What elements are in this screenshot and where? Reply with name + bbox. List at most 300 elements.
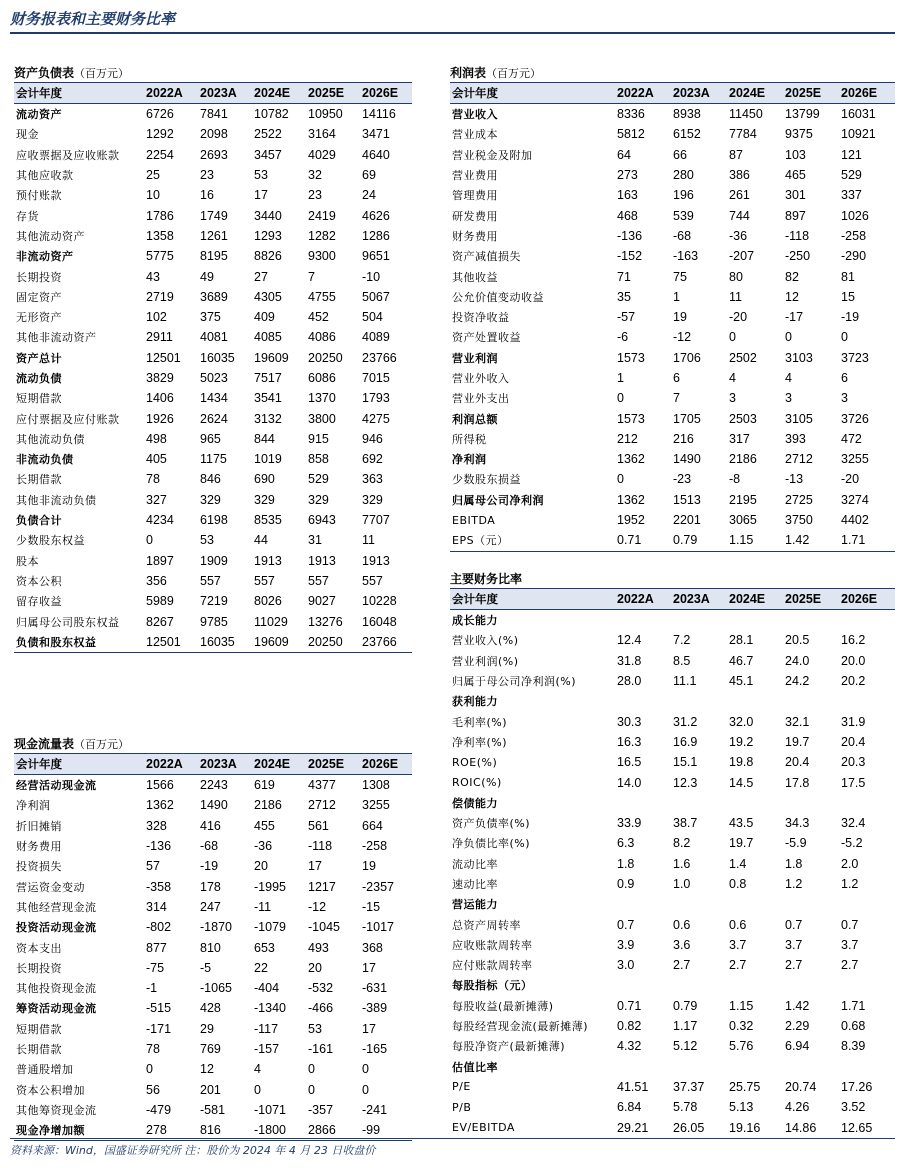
row-value: -12 — [673, 330, 692, 345]
row-value: 4234 — [146, 513, 174, 528]
table-row — [14, 226, 412, 246]
table-row — [450, 408, 895, 428]
header-year: 2026E — [839, 589, 895, 610]
table-row — [14, 469, 412, 489]
row-value: 0 — [308, 1062, 315, 1077]
row-value: 356 — [146, 573, 167, 588]
row-value: 0 — [729, 330, 736, 345]
row-value: 561 — [308, 818, 329, 833]
row-value: -117 — [254, 1021, 279, 1036]
row-value: 557 — [200, 573, 221, 588]
row-value: 5.76 — [729, 1039, 754, 1054]
row-value: 20.0 — [841, 653, 866, 668]
row-value: -250 — [785, 249, 811, 264]
row-value: -241 — [362, 1102, 388, 1117]
row-label: 总资产周转率 — [452, 918, 521, 932]
header-year: 2024E — [727, 83, 783, 104]
row-value: 4 — [729, 371, 736, 385]
row-value: 178 — [200, 879, 221, 894]
row-value: 7707 — [362, 513, 390, 528]
row-label: 营业利润(%) — [452, 654, 519, 668]
row-value: -23 — [673, 472, 692, 487]
row-value: 23 — [200, 168, 214, 183]
table-row — [450, 813, 895, 833]
row-label: 所得税 — [452, 432, 487, 446]
table-row — [450, 1057, 895, 1077]
row-value: 2.7 — [785, 958, 803, 973]
row-label: 固定资产 — [16, 290, 62, 304]
row-value: 6.3 — [617, 836, 635, 851]
row-label: 归属于母公司净利润(%) — [452, 675, 577, 689]
row-label: 研发费用 — [452, 209, 498, 223]
row-label: 每股指标（元） — [452, 979, 533, 993]
table-row — [14, 449, 412, 469]
row-value: 2195 — [729, 492, 757, 507]
row-value: 692 — [362, 452, 383, 467]
header-label: 会计年度 — [14, 83, 144, 104]
row-value — [671, 793, 727, 813]
row-value: 28.0 — [617, 674, 642, 689]
row-value: 1282 — [308, 228, 336, 243]
row-value: 53 — [254, 168, 268, 183]
row-value: 3103 — [785, 350, 813, 365]
row-value: 27 — [254, 269, 268, 284]
row-value: 16 — [200, 188, 214, 203]
table-row — [450, 711, 895, 731]
row-value: 1362 — [146, 798, 174, 813]
row-label: 少数股东损益 — [452, 473, 521, 487]
row-value: 16.5 — [617, 755, 642, 770]
table-row — [450, 165, 895, 185]
row-value: 363 — [362, 472, 383, 487]
header-year: 2024E — [252, 83, 306, 104]
row-value: 32 — [308, 168, 322, 183]
row-value: 301 — [785, 188, 806, 203]
row-value: 2725 — [785, 492, 813, 507]
row-value: -1079 — [254, 920, 286, 935]
row-value: 16.2 — [841, 633, 866, 648]
row-value: 6943 — [308, 513, 336, 528]
row-value: 1.8 — [785, 856, 803, 871]
row-value: 20250 — [308, 350, 343, 365]
row-value: -99 — [360, 1120, 412, 1141]
header-year: 2023A — [198, 83, 252, 104]
header-year: 2022A — [144, 754, 198, 775]
row-label: 其他经营现金流 — [16, 900, 97, 914]
row-label: 营业收入(%) — [452, 634, 519, 648]
row-value: 3164 — [308, 127, 336, 142]
row-value: 278 — [144, 1120, 198, 1141]
row-value — [839, 975, 895, 995]
header-year: 2022A — [144, 83, 198, 104]
row-value: 3.7 — [729, 937, 747, 952]
row-value: 81 — [841, 269, 855, 284]
row-value: 2186 — [254, 798, 282, 813]
row-value: -17 — [785, 310, 804, 325]
table-row — [14, 816, 412, 836]
row-value — [783, 610, 839, 631]
row-value — [671, 691, 727, 711]
row-label: 长期借款 — [16, 1043, 62, 1056]
row-label: 投资损失 — [16, 860, 62, 874]
row-value: 1909 — [200, 553, 228, 568]
row-value: 0 — [617, 391, 624, 406]
table-row — [450, 429, 895, 449]
row-value: 4626 — [362, 208, 390, 223]
table-row — [450, 793, 895, 813]
table-row — [450, 996, 895, 1016]
row-value: 4 — [785, 371, 792, 385]
row-label: 资本公积 — [16, 574, 62, 588]
row-value: 7.2 — [673, 633, 691, 648]
row-value: -5.2 — [841, 836, 863, 851]
row-value: 4086 — [308, 330, 336, 345]
row-value: 10921 — [841, 127, 876, 142]
row-value: 4.32 — [617, 1039, 642, 1054]
table-row — [14, 490, 412, 510]
row-value: 5775 — [146, 249, 174, 264]
row-value — [615, 691, 671, 711]
row-value: 196 — [673, 188, 694, 203]
row-value: 0 — [841, 330, 848, 345]
row-value: 1406 — [146, 391, 174, 406]
row-value: -357 — [308, 1102, 334, 1117]
row-value: 0 — [146, 1062, 153, 1077]
row-label: 资产处置收益 — [452, 331, 521, 345]
row-value: 16031 — [841, 107, 876, 122]
table-row — [14, 591, 412, 611]
row-value: 20.3 — [841, 755, 866, 770]
row-value: 10950 — [308, 107, 343, 122]
row-value: -1800 — [252, 1120, 306, 1141]
row-value: 0.71 — [617, 998, 642, 1013]
row-value: 17 — [362, 1021, 376, 1036]
row-value: 1292 — [146, 127, 174, 142]
table-row — [14, 246, 412, 266]
row-value: -1 — [146, 981, 158, 996]
table-header-row — [450, 83, 895, 104]
row-label: 利润总额 — [452, 412, 498, 426]
table-row — [14, 856, 412, 876]
row-value: 0 — [308, 1082, 315, 1097]
row-value: 2866 — [306, 1120, 360, 1141]
row-value: 0.79 — [671, 530, 727, 551]
row-value: 82 — [785, 269, 799, 284]
table-row — [14, 1100, 412, 1120]
row-value: 14.86 — [783, 1117, 839, 1138]
row-value: -207 — [729, 249, 755, 264]
row-value: 23766 — [362, 350, 397, 365]
row-value: 1362 — [617, 492, 645, 507]
table-row — [450, 630, 895, 650]
table-row — [14, 388, 412, 408]
row-value: 3800 — [308, 411, 336, 426]
row-value: -75 — [146, 960, 165, 975]
row-value: 32.4 — [841, 816, 866, 831]
row-value: 16035 — [198, 632, 252, 653]
row-value: 416 — [200, 818, 221, 833]
table-row — [14, 632, 412, 653]
row-value: -802 — [146, 920, 172, 935]
table-row — [450, 287, 895, 307]
header-year: 2025E — [306, 754, 360, 775]
table-row — [14, 1019, 412, 1039]
row-value: 46.7 — [729, 653, 754, 668]
row-label: 短期借款 — [16, 1022, 62, 1036]
table-header-row — [14, 83, 412, 104]
row-value — [727, 691, 783, 711]
row-value: 9027 — [308, 594, 336, 609]
row-value: 53 — [200, 533, 214, 548]
row-label: 营业外支出 — [452, 392, 510, 406]
row-value: 3105 — [785, 411, 813, 426]
row-value: 1573 — [617, 411, 645, 426]
row-label: 营业收入 — [452, 108, 498, 122]
row-value: 1.42 — [783, 530, 839, 551]
row-value: 4085 — [254, 330, 282, 345]
row-value: -258 — [841, 228, 867, 243]
row-value: 15 — [841, 289, 855, 304]
row-value: 3255 — [841, 452, 869, 467]
row-value: 386 — [729, 168, 750, 183]
header-year: 2026E — [360, 83, 412, 104]
table-row — [14, 897, 412, 917]
row-value — [727, 975, 783, 995]
row-value: 0.6 — [729, 917, 747, 932]
header-year: 2024E — [252, 754, 306, 775]
row-value: 1434 — [200, 391, 228, 406]
row-value: 619 — [254, 778, 275, 793]
row-value — [727, 894, 783, 914]
row-value: 0.32 — [729, 1019, 754, 1034]
row-value: 8.2 — [673, 836, 691, 851]
row-value: 44 — [254, 533, 268, 548]
row-value: 17.8 — [785, 775, 810, 790]
row-value: 7784 — [729, 127, 757, 142]
row-value: -157 — [254, 1042, 280, 1056]
row-value: -2357 — [362, 879, 394, 894]
row-value: 66 — [673, 147, 687, 162]
row-value: 3541 — [254, 391, 282, 406]
row-label: P/E — [452, 1080, 471, 1094]
row-value: 1.15 — [729, 998, 754, 1013]
row-value: 2419 — [308, 208, 336, 223]
row-label: 财务费用 — [16, 840, 62, 854]
page-title: 财务报表和主要财务比率 — [10, 10, 176, 28]
row-value: -161 — [308, 1042, 334, 1056]
row-value: 11029 — [254, 614, 288, 629]
row-value: 3689 — [200, 289, 228, 304]
row-value: 915 — [308, 431, 329, 446]
row-label: 现金 — [16, 128, 39, 142]
row-value: 1217 — [308, 879, 336, 894]
row-value: 472 — [841, 431, 862, 446]
row-label: 应收账款周转率 — [452, 938, 533, 952]
row-value: 0 — [362, 1082, 369, 1097]
row-label: EV/EBITDA — [450, 1117, 615, 1138]
table-row — [14, 978, 412, 998]
row-value: 3 — [729, 391, 736, 406]
row-label: 营业外收入 — [452, 372, 510, 385]
row-value — [783, 793, 839, 813]
row-value: 10 — [146, 188, 160, 203]
row-value: 49 — [200, 269, 214, 284]
row-label: 流动比率 — [452, 857, 498, 871]
row-value: 16.9 — [673, 734, 698, 749]
row-value — [783, 691, 839, 711]
row-value — [615, 894, 671, 914]
row-value: 0 — [362, 1062, 369, 1077]
row-label: 资产减值损失 — [452, 250, 521, 264]
row-value: 1175 — [200, 452, 227, 467]
row-value: -118 — [308, 839, 333, 854]
row-value: 946 — [362, 431, 383, 446]
row-value: 6726 — [146, 107, 174, 122]
row-value: 4640 — [362, 147, 390, 162]
row-value — [839, 1057, 895, 1077]
header-year: 2022A — [615, 589, 671, 610]
row-value: 64 — [617, 147, 631, 162]
row-label: 营运能力 — [452, 898, 498, 912]
row-value: 4305 — [254, 289, 282, 304]
row-value: 12.65 — [839, 1117, 895, 1138]
row-value — [727, 793, 783, 813]
row-value: 43.5 — [729, 816, 754, 831]
row-value: 17 — [254, 188, 268, 203]
row-value — [839, 691, 895, 711]
row-value: 12501 — [144, 632, 198, 653]
row-value: 15.1 — [673, 755, 698, 770]
row-value: 1913 — [254, 553, 282, 568]
row-value: 2.7 — [729, 958, 747, 973]
table-row — [450, 368, 895, 388]
row-value: 1786 — [146, 208, 174, 223]
table-header-row — [450, 589, 895, 610]
row-value: -15 — [362, 899, 381, 914]
row-value: 6.84 — [617, 1100, 642, 1115]
row-value: 6 — [841, 371, 848, 385]
row-value: 368 — [362, 940, 383, 955]
row-value: 2503 — [729, 411, 757, 426]
table-row — [450, 935, 895, 955]
row-value: 1793 — [362, 391, 390, 406]
table-row — [450, 1077, 895, 1097]
row-label: 其他收益 — [452, 270, 498, 284]
row-value: 1897 — [146, 553, 174, 568]
row-value: -163 — [673, 249, 699, 264]
table-row — [14, 287, 412, 307]
header-year: 2023A — [198, 754, 252, 775]
table-row — [450, 732, 895, 752]
balance-sheet-unit: （百万元） — [74, 67, 130, 80]
row-value: -5.9 — [785, 836, 807, 851]
table-row — [450, 1036, 895, 1056]
row-value: 1.2 — [785, 877, 803, 891]
row-value: 4377 — [308, 778, 336, 793]
row-label: 留存收益 — [16, 595, 62, 609]
row-value: 12.3 — [673, 775, 698, 790]
row-value: 2.7 — [673, 958, 691, 973]
row-value: 0.6 — [673, 917, 691, 932]
row-value: 20.74 — [785, 1079, 817, 1094]
row-value: 1261 — [200, 228, 228, 243]
row-value: 1019 — [254, 452, 282, 467]
table-row — [450, 145, 895, 165]
row-value: 329 — [308, 492, 329, 507]
row-label: EBITDA — [452, 513, 496, 527]
table-row — [450, 671, 895, 691]
row-value: 3457 — [254, 147, 282, 162]
row-label: 毛利率(%) — [452, 715, 508, 729]
row-value: 2.7 — [841, 958, 859, 973]
row-label: 每股净资产(最新摊薄) — [452, 1040, 566, 1054]
row-value: 1.15 — [727, 530, 783, 551]
row-label: 普通股增加 — [16, 1063, 74, 1077]
table-row — [14, 124, 412, 144]
table-row — [450, 530, 895, 551]
row-value: 664 — [362, 818, 383, 833]
row-label: 无形资产 — [16, 311, 62, 325]
row-label: 预付账款 — [16, 189, 62, 203]
row-value: 11 — [362, 533, 375, 548]
row-value: 1.42 — [785, 998, 810, 1013]
table-row — [14, 1079, 412, 1099]
row-label: 折旧摊销 — [16, 819, 62, 833]
row-label: 筹资活动现金流 — [16, 1002, 97, 1016]
row-value: -1065 — [200, 981, 232, 996]
row-label: 负债和股东权益 — [14, 632, 144, 653]
row-value: 12 — [200, 1062, 214, 1077]
balance-sheet-title — [14, 64, 129, 81]
header-year: 2023A — [671, 589, 727, 610]
row-value: 1.71 — [839, 530, 895, 551]
row-label: 每股经营现金流(最新摊薄) — [452, 1020, 589, 1034]
row-label: 归属母公司净利润 — [452, 493, 544, 507]
row-value: 8826 — [254, 249, 282, 264]
table-row — [450, 388, 895, 408]
row-value: -19 — [841, 310, 860, 325]
row-value: 0.82 — [617, 1019, 642, 1034]
row-value: -631 — [362, 981, 388, 996]
row-value: -20 — [841, 472, 860, 487]
table-row — [450, 1097, 895, 1117]
row-value: 5023 — [200, 371, 228, 385]
header-year: 2026E — [360, 754, 412, 775]
header-label: 会计年度 — [450, 589, 615, 610]
table-row — [14, 327, 412, 347]
row-label: 负债合计 — [16, 514, 62, 528]
table-row — [450, 307, 895, 327]
row-value: 529 — [841, 168, 862, 183]
row-value: 3726 — [841, 411, 869, 426]
row-value: -479 — [146, 1102, 172, 1117]
row-value: -404 — [254, 981, 280, 996]
row-label: 净负债比率(%) — [452, 837, 531, 851]
row-value: 3255 — [362, 798, 390, 813]
row-value: 11.1 — [673, 674, 697, 689]
table-row — [14, 775, 412, 796]
row-label: 长期借款 — [16, 473, 62, 487]
row-label: 归属母公司股东权益 — [16, 615, 120, 629]
row-value — [615, 975, 671, 995]
row-value: 3750 — [785, 513, 813, 528]
row-value: 17.26 — [841, 1079, 873, 1094]
row-value: 1.17 — [673, 1019, 698, 1034]
row-value: -118 — [785, 228, 810, 243]
row-value: 327 — [146, 492, 167, 507]
row-value: 493 — [308, 940, 329, 955]
row-value: 13799 — [785, 107, 820, 122]
